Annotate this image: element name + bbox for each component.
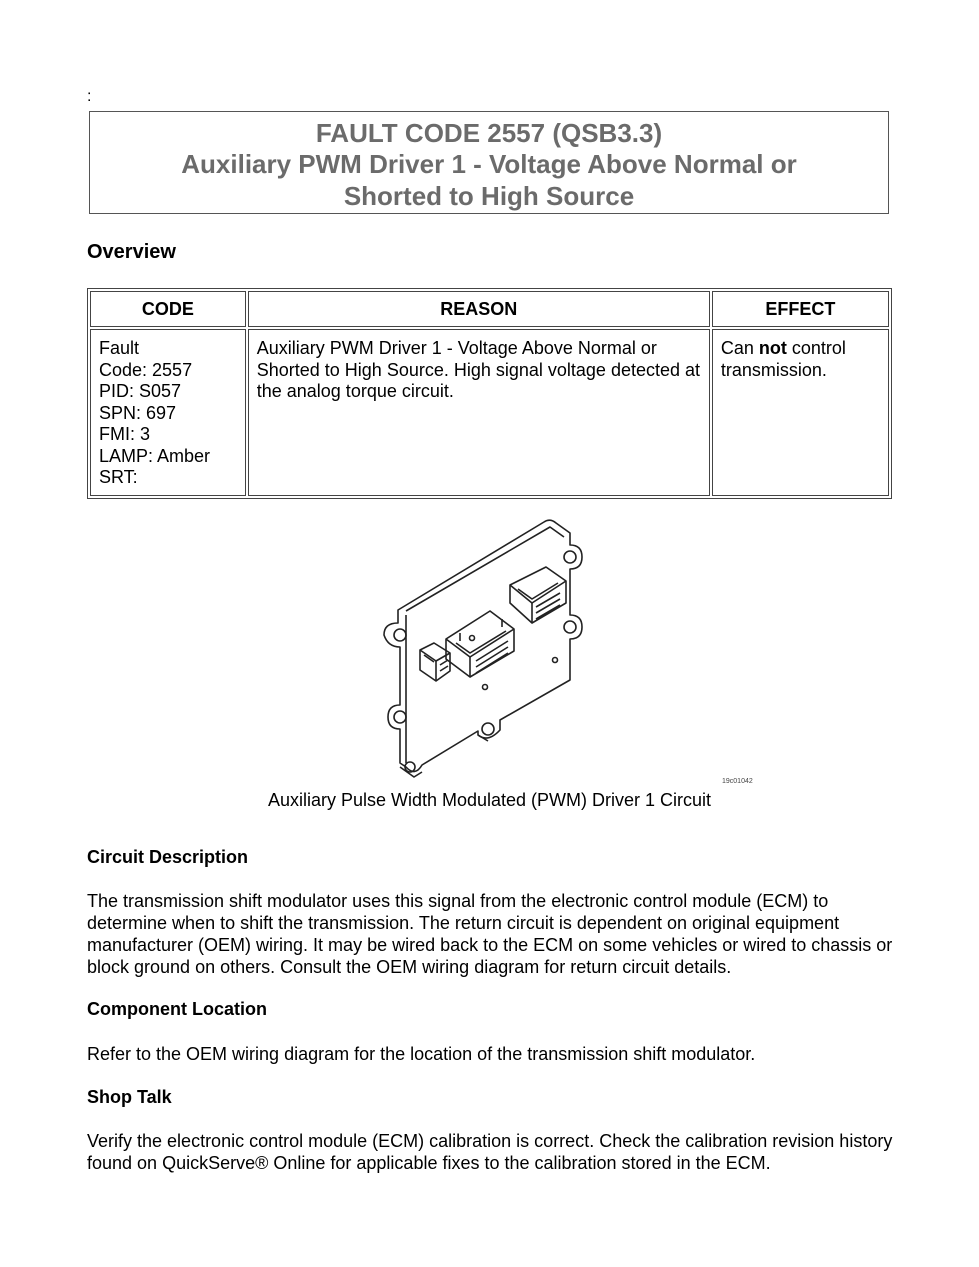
fault-code-subtitle-line1: Auxiliary PWM Driver 1 - Voltage Above Normal or xyxy=(181,149,797,179)
ecm-module-illustration xyxy=(360,515,760,790)
table-header-row xyxy=(90,291,889,327)
circuit-description-text: The transmission shift modulator uses this signal from the electronic control module (ECM) to determine when to shift the transmission. The return circuit is dependent on original equipment manufacturer (OEM) wiring. It may be wired back to the ECM on some vehicles or wired to chassis or block ground on others. Consult the OEM wiring diagram for return circuit details. xyxy=(87,891,893,977)
code-line-fmi: FMI: 3 xyxy=(99,424,151,444)
component-location-text: Refer to the OEM wiring diagram for the location of the transmission shift modulator. xyxy=(87,1044,756,1064)
code-line-lamp: LAMP: Amber xyxy=(99,445,211,466)
column-header-effect: EFFECT xyxy=(712,291,889,327)
figure-caption: Auxiliary Pulse Width Modulated (PWM) Driver 1 Circuit xyxy=(267,790,712,810)
component-location-heading: Component Location xyxy=(87,999,267,1019)
code-line-pid: PID: S057 xyxy=(99,381,182,401)
shop-talk-text: Verify the electronic control module (ECM) calibration is correct. Check the calibration revision history found on QuickServe® Online for applicable fixes to the calibration stored in the ECM. xyxy=(87,1131,893,1173)
circuit-description-heading: Circuit Description xyxy=(87,847,249,867)
code-line-code: Code: 2557 xyxy=(99,359,193,380)
code-line-srt: SRT: xyxy=(99,467,138,487)
reason-cell: Auxiliary PWM Driver 1 - Voltage Above Normal or Shorted to High Source. High signal voltage detected at the analog torque circuit. xyxy=(248,329,710,496)
code-line-spn: SPN: 697 xyxy=(99,402,177,423)
effect-text-pre: Can xyxy=(720,338,759,358)
page-colon: : xyxy=(87,88,92,105)
shop-talk-heading: Shop Talk xyxy=(87,1087,172,1107)
column-header-reason: REASON xyxy=(248,291,710,327)
effect-cell xyxy=(712,329,889,496)
overview-heading: Overview xyxy=(87,241,176,263)
fault-overview-table xyxy=(87,288,892,499)
fault-code-title: FAULT CODE 2557 (QSB3.3) xyxy=(315,118,663,148)
effect-text-bold: not xyxy=(758,338,787,358)
fault-code-title-box xyxy=(89,111,889,214)
fault-code-subtitle-line2: Shorted to High Source xyxy=(343,181,635,211)
column-header-code: CODE xyxy=(90,291,246,327)
code-line-fault: Fault xyxy=(99,338,140,358)
figure-id-label: 19c01042 xyxy=(722,778,753,785)
effect-text-post: control transmission. xyxy=(720,338,846,380)
table-row xyxy=(90,329,889,496)
code-cell xyxy=(90,329,246,496)
